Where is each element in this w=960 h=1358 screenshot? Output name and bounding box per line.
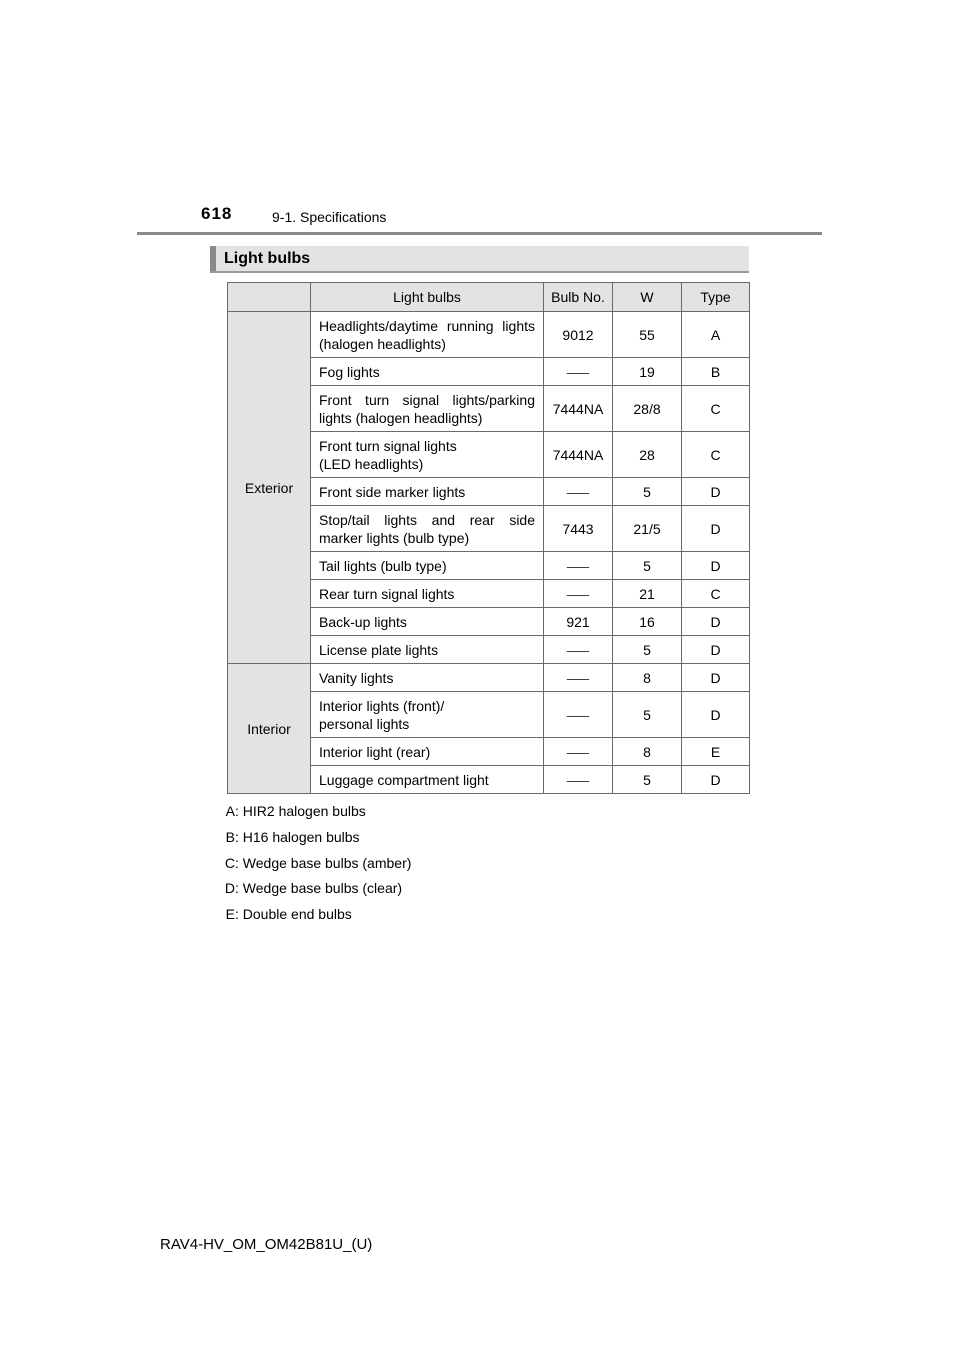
bulb-no-cell: ⸺: [544, 552, 613, 580]
type-cell: D: [682, 478, 750, 506]
bulb-no-cell: 921: [544, 608, 613, 636]
light-name-cell: Luggage compartment light: [311, 766, 544, 794]
type-cell: D: [682, 664, 750, 692]
bulb-no-cell: ⸺: [544, 692, 613, 738]
watts-cell: 21/5: [613, 506, 682, 552]
type-cell: A: [682, 312, 750, 358]
bulb-no-cell: ⸺: [544, 358, 613, 386]
type-cell: D: [682, 766, 750, 794]
section-heading-title: Light bulbs: [224, 250, 311, 267]
bulb-no-cell: ⸺: [544, 478, 613, 506]
note-item: B: H16 halogen bulbs: [225, 828, 360, 845]
watts-cell: 5: [613, 636, 682, 664]
header-rule: [137, 232, 822, 235]
light-name-cell: Vanity lights: [311, 664, 544, 692]
bulb-no-cell: 7444NA: [544, 386, 613, 432]
header-cell-light-bulbs: Light bulbs: [311, 283, 544, 312]
watts-cell: 5: [613, 766, 682, 794]
light-bulbs-table: [227, 282, 750, 794]
bulb-no-cell: ⸺: [544, 636, 613, 664]
header-cell-watts: W: [613, 283, 682, 312]
table-header-row: [228, 283, 750, 312]
light-name-cell: Front side marker lights: [311, 478, 544, 506]
type-cell: D: [682, 608, 750, 636]
bulb-no-cell: 9012: [544, 312, 613, 358]
watts-cell: 5: [613, 478, 682, 506]
page-number: 618: [201, 204, 233, 223]
bulb-no-cell: ⸺: [544, 580, 613, 608]
light-name-cell: Tail lights (bulb type): [311, 552, 544, 580]
light-name-cell: Stop/tail lights and rear side marker lights (bulb type): [311, 506, 544, 552]
type-cell: D: [682, 552, 750, 580]
watts-cell: 28: [613, 432, 682, 478]
bulb-no-cell: 7444NA: [544, 432, 613, 478]
light-name-cell: Interior lights (front)/ personal lights: [311, 692, 544, 738]
watts-cell: 5: [613, 692, 682, 738]
note-item: D: Wedge base bulbs (clear): [224, 880, 403, 897]
watts-cell: 19: [613, 358, 682, 386]
type-cell: C: [682, 386, 750, 432]
watts-cell: 8: [613, 738, 682, 766]
light-name-cell: Interior light (rear): [311, 738, 544, 766]
type-cell: C: [682, 432, 750, 478]
section-heading-accent: [210, 246, 216, 271]
header-cell-group: [228, 283, 311, 312]
light-name-cell: Front turn signal lights/parking lights (halogen headlights): [311, 386, 544, 432]
watts-cell: 16: [613, 608, 682, 636]
light-name-cell: License plate lights: [311, 636, 544, 664]
light-name-cell: Back-up lights: [311, 608, 544, 636]
type-cell: C: [682, 580, 750, 608]
document-footer: RAV4-HV_OM_OM42B81U_(U): [160, 1236, 373, 1253]
group-cell-exterior: Exterior: [228, 312, 311, 664]
section-label: 9-1. Specifications: [272, 209, 387, 225]
type-cell: E: [682, 738, 750, 766]
type-cell: D: [682, 506, 750, 552]
table-row: [228, 312, 750, 358]
light-name-cell: Fog lights: [311, 358, 544, 386]
watts-cell: 5: [613, 552, 682, 580]
watts-cell: 21: [613, 580, 682, 608]
bulb-type-notes: [219, 802, 411, 931]
bulb-no-cell: ⸺: [544, 738, 613, 766]
table-row: [228, 664, 750, 692]
type-cell: D: [682, 636, 750, 664]
watts-cell: 8: [613, 664, 682, 692]
note-item: E: Double end bulbs: [225, 906, 352, 923]
watts-cell: 28/8: [613, 386, 682, 432]
note-item: C: Wedge base bulbs (amber): [224, 854, 412, 871]
note-item: A: HIR2 halogen bulbs: [225, 803, 366, 819]
light-name-cell: Headlights/daytime running lights (halogen headlights): [311, 312, 544, 358]
type-cell: B: [682, 358, 750, 386]
section-heading-bar: [210, 246, 749, 273]
bulb-no-cell: ⸺: [544, 664, 613, 692]
group-cell-interior: Interior: [228, 664, 311, 794]
light-name-cell: Front turn signal lights (LED headlights): [311, 432, 544, 478]
light-name-cell: Rear turn signal lights: [311, 580, 544, 608]
header-cell-type: Type: [682, 283, 750, 312]
header-cell-bulb-no: Bulb No.: [544, 283, 613, 312]
watts-cell: 55: [613, 312, 682, 358]
bulb-no-cell: ⸺: [544, 766, 613, 794]
bulb-no-cell: 7443: [544, 506, 613, 552]
type-cell: D: [682, 692, 750, 738]
